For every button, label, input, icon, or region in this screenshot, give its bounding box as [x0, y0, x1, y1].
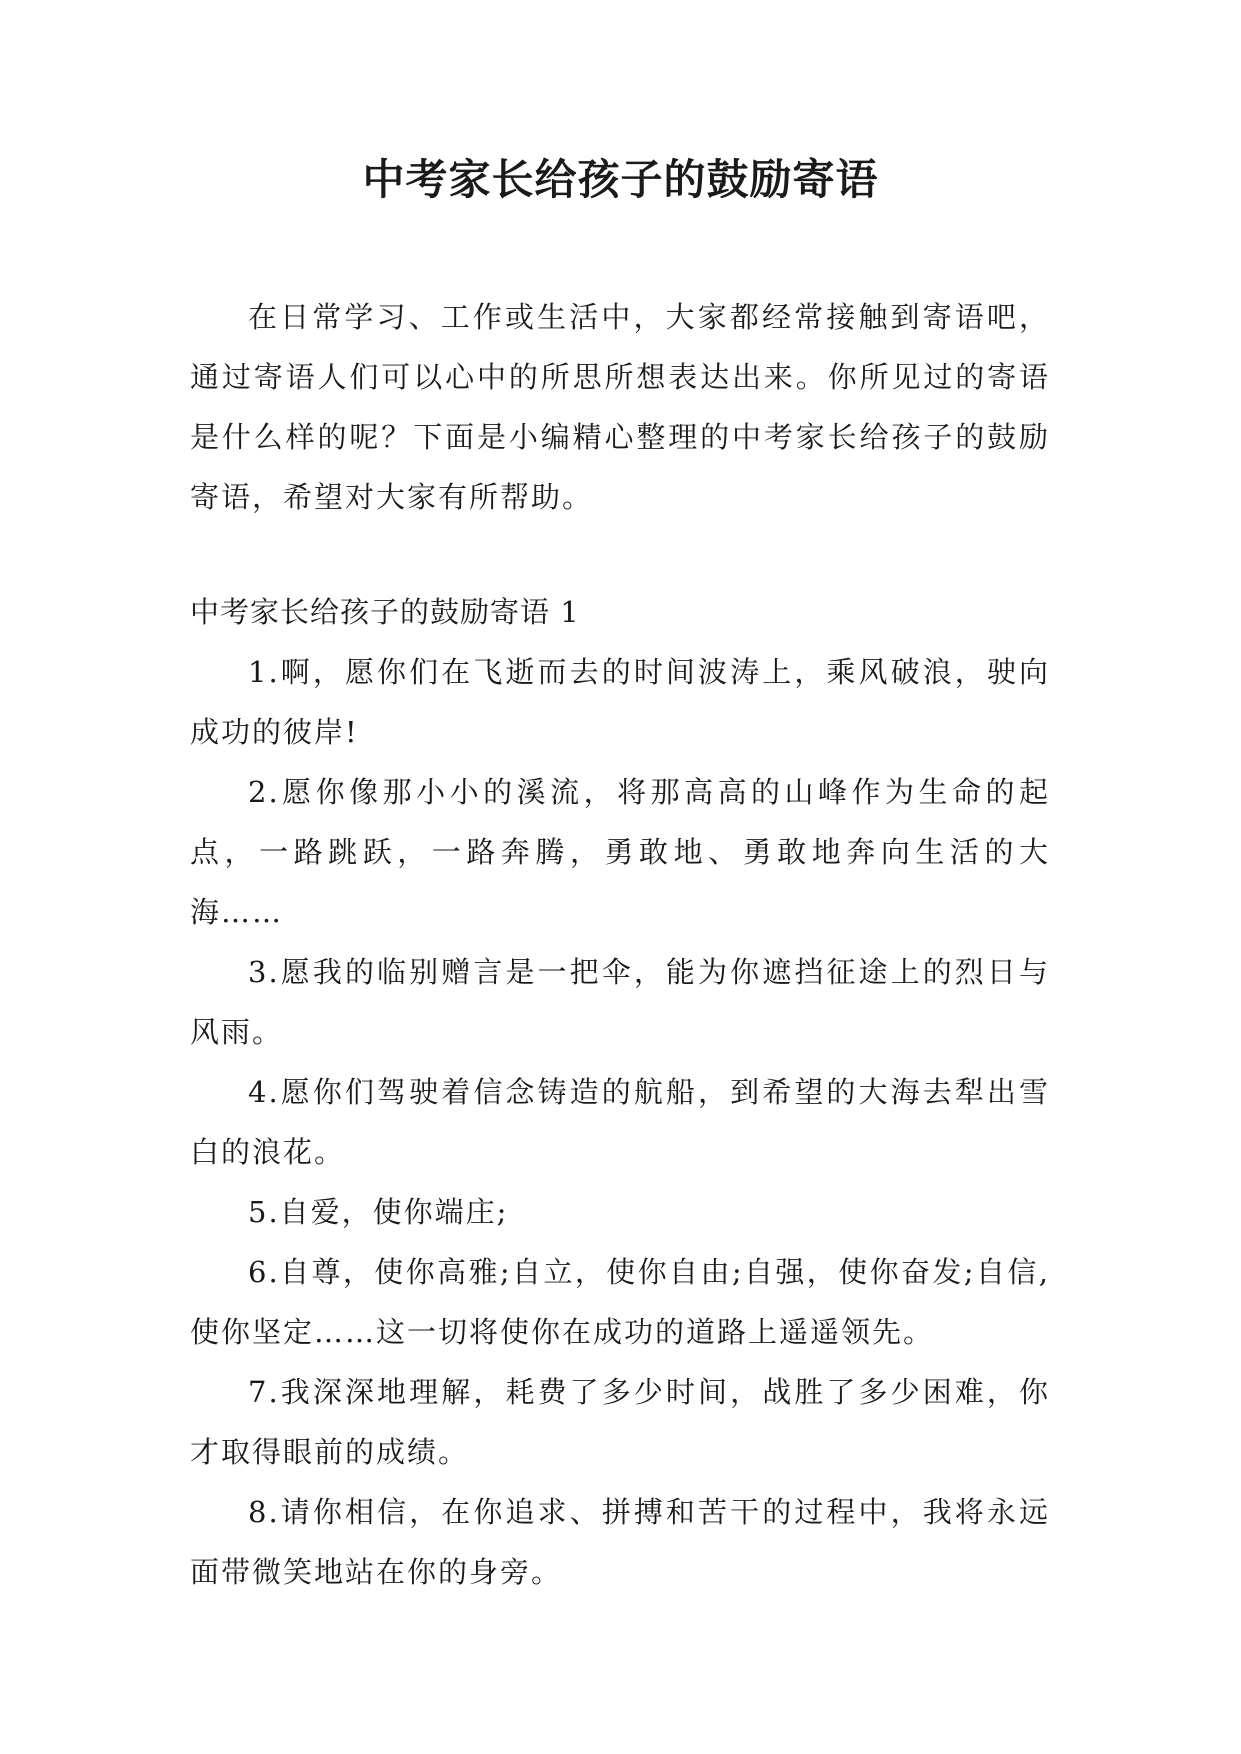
document-title: 中考家长给孩子的鼓励寄语 — [362, 155, 879, 204]
list-item: 3.愿我的临别赠言是一把伞，能为你遮挡征途上的烈日与风雨。 — [190, 955, 1050, 1049]
list-item: 4.愿你们驾驶着信念铸造的航船，到希望的大海去犁出雪白的浪花。 — [190, 1075, 1050, 1169]
list-item: 7.我深深地理解，耗费了多少时间，战胜了多少困难，你才取得眼前的成绩。 — [190, 1375, 1050, 1469]
intro-paragraph: 在日常学习、工作或生活中，大家都经常接触到寄语吧，通过寄语人们可以心中的所思所想表达出来。你所见过的寄语是什么样的呢？下面是小编精心整理的中考家长给孩子的鼓励寄语，希望对大家有所帮助。 — [190, 300, 1050, 514]
list-item: 5.自爱，使你端庄; — [248, 1195, 509, 1229]
document-body — [190, 287, 1050, 1602]
list-item: 8.请你相信，在你追求、拼搏和苦干的过程中，我将永远面带微笑地站在你的身旁。 — [190, 1495, 1050, 1589]
list-item: 1.啊，愿你们在飞逝而去的时间波涛上，乘风破浪，驶向成功的彼岸! — [190, 655, 1050, 749]
list-item: 2.愿你像那小小的溪流，将那高高的山峰作为生命的起点，一路跳跃，一路奔腾，勇敢地、勇敢地奔向生活的大海…… — [190, 775, 1050, 929]
list-item: 6.自尊，使你高雅;自立，使你自由;自强，使你奋发;自信,使你坚定……这一切将使你在成功的道路上遥遥领先。 — [190, 1255, 1050, 1349]
section-heading: 中考家长给孩子的鼓励寄语 1 — [190, 595, 580, 629]
